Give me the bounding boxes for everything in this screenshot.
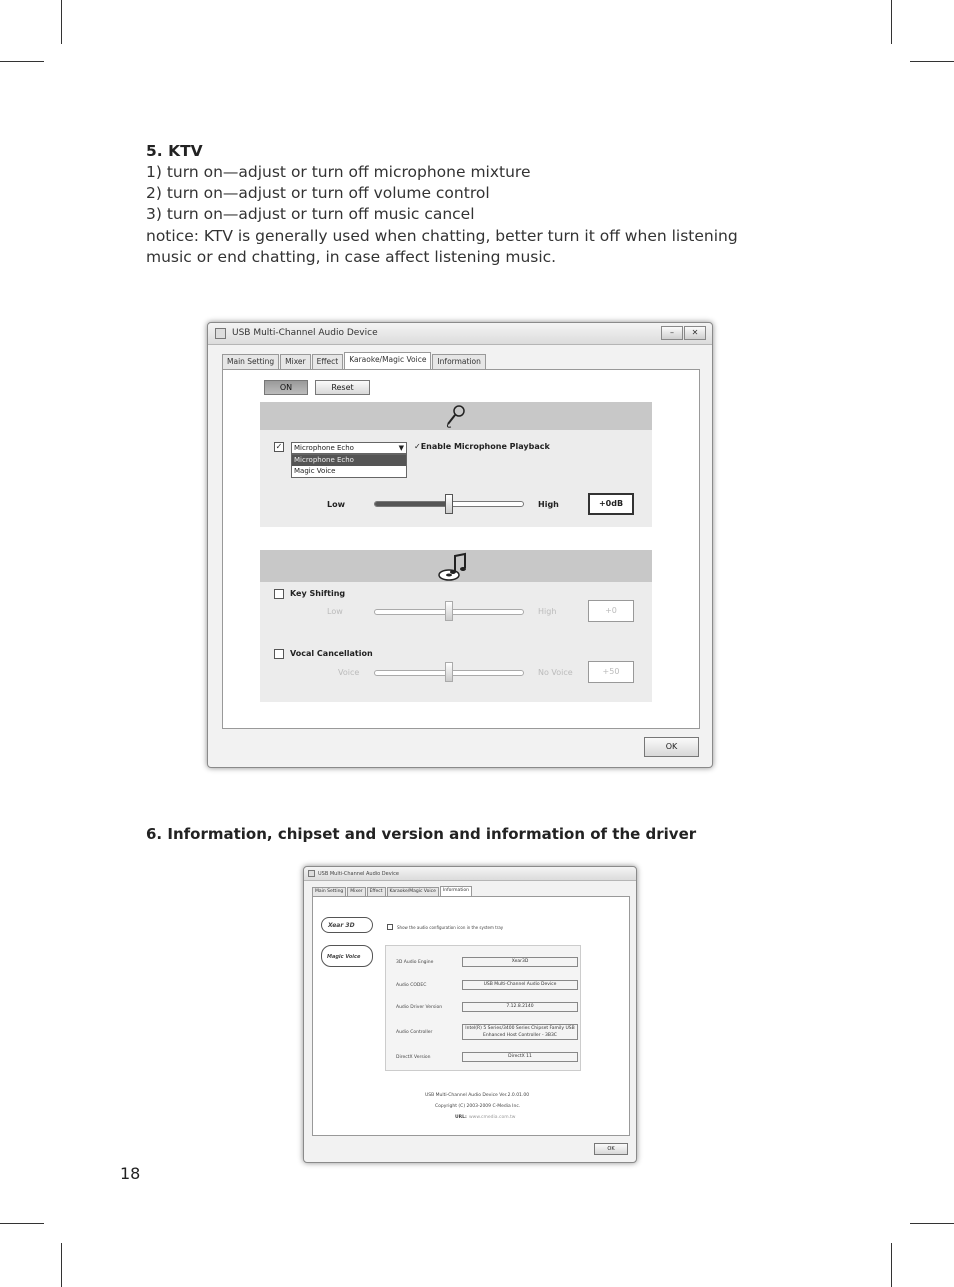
title-bar <box>208 323 712 345</box>
dropdown-option[interactable]: Magic Voice <box>294 467 336 475</box>
window-controls <box>660 326 706 340</box>
tab-main-setting[interactable]: Main Setting <box>312 887 346 896</box>
footer-url-link[interactable]: www.cmedia.com.tw <box>469 1115 516 1120</box>
tab-information[interactable]: Information <box>440 886 472 896</box>
microphone-section-header <box>260 402 652 430</box>
dropdown-option[interactable]: Microphone Echo <box>292 455 406 466</box>
microphone-mode-dropdown[interactable] <box>291 442 407 454</box>
info-label: DirectX Version <box>396 1055 431 1060</box>
crop-mark <box>61 0 62 44</box>
tray-icon-checkbox[interactable] <box>387 924 393 930</box>
vocal-high-label: No Voice <box>538 668 573 677</box>
xear3d-logo-text: Xear 3D <box>328 922 355 929</box>
key-high-label: High <box>538 607 557 616</box>
mic-high-label: High <box>538 500 559 509</box>
info-value: Intel(R) 5 Series/3400 Series Chipset Family USB Enhanced Host Controller - 3B3C <box>462 1024 578 1040</box>
mic-level-value: +0dB <box>588 493 634 515</box>
tab-strip <box>312 887 473 896</box>
magic-voice-logo <box>321 945 373 967</box>
info-dialog <box>303 866 637 1163</box>
on-button[interactable]: ON <box>264 380 308 395</box>
info-value: USB Multi-Channel Audio Device <box>462 980 578 990</box>
microphone-mode-selected: Microphone Echo <box>294 444 354 452</box>
key-shift-value: +0 <box>588 600 634 622</box>
ktv-dialog <box>207 322 713 768</box>
info-label: Audio Driver Version <box>396 1005 443 1010</box>
crop-mark <box>61 1243 62 1287</box>
info-group <box>385 945 581 1071</box>
footer-url-label: URL: <box>455 1115 467 1120</box>
music-section-header <box>260 550 652 582</box>
vocal-cancel-checkbox[interactable] <box>274 649 284 659</box>
tab-information[interactable]: Information <box>432 354 485 369</box>
tab-karaoke-magic-voice[interactable]: Karaoke/Magic Voice <box>344 352 431 369</box>
tab-karaoke-magic-voice[interactable]: Karaoke/Magic Voice <box>387 887 439 896</box>
info-value: Xear3D <box>462 957 578 967</box>
crop-mark <box>910 1223 954 1224</box>
crop-mark <box>891 1243 892 1287</box>
microphone-mode-list <box>291 454 407 478</box>
mic-slider-fill <box>375 502 449 506</box>
key-shifting-checkbox[interactable] <box>274 589 284 599</box>
music-section <box>260 550 652 702</box>
tab-panel <box>222 369 700 729</box>
section-5-heading: 5. KTV <box>146 142 203 160</box>
tab-panel <box>312 896 630 1136</box>
minimize-icon[interactable]: – <box>661 326 683 340</box>
section-5-line: 1) turn on—adjust or turn off microphone mixture <box>146 163 531 181</box>
window-title: USB Multi-Channel Audio Device <box>232 328 378 338</box>
page-number: 18 <box>120 1164 141 1183</box>
key-low-label: Low <box>327 607 343 616</box>
enable-playback-label[interactable]: ✓Enable Microphone Playback <box>414 442 550 451</box>
footer-version: USB Multi-Channel Audio Device Ver.2.0.01.00 <box>425 1093 530 1098</box>
tab-effect[interactable]: Effect <box>312 354 344 369</box>
section-5-line: 3) turn on—adjust or turn off music cancel <box>146 205 475 223</box>
ok-button[interactable]: OK <box>644 737 699 757</box>
footer-copyright: Copyright (C) 2003-2009 C-Media Inc. <box>435 1104 521 1109</box>
magic-voice-logo-text: Magic Voice <box>327 954 361 960</box>
vocal-cancel-value: +50 <box>588 661 634 683</box>
microphone-checkbox[interactable]: ✓ <box>275 442 283 451</box>
tab-effect[interactable]: Effect <box>367 887 386 896</box>
tab-strip <box>222 354 487 369</box>
chevron-down-icon: ▼ <box>398 444 404 452</box>
section-5-line: 2) turn on—adjust or turn off volume control <box>146 184 490 202</box>
title-bar <box>304 867 636 881</box>
vocal-low-label: Voice <box>338 668 360 677</box>
tab-mixer[interactable]: Mixer <box>280 354 310 369</box>
key-slider-thumb[interactable] <box>445 601 453 621</box>
tray-icon-label[interactable]: Show the audio configuration icon in the system tray <box>397 925 504 930</box>
app-icon <box>308 870 315 877</box>
info-label: Audio Controller <box>396 1030 433 1035</box>
vocal-slider-thumb[interactable] <box>445 662 453 682</box>
music-note-icon <box>437 552 469 582</box>
ok-button[interactable]: OK <box>594 1143 628 1155</box>
crop-mark <box>0 61 44 62</box>
crop-mark <box>0 1223 44 1224</box>
section-6-heading: 6. Information, chipset and version and information of the driver <box>146 825 697 843</box>
info-value: 7.12.8.2140 <box>462 1002 578 1012</box>
microphone-section <box>260 402 652 527</box>
info-label: 3D Audio Engine <box>396 960 434 965</box>
mic-low-label: Low <box>327 500 345 509</box>
info-label: Audio CODEC <box>396 983 427 988</box>
window-title: USB Multi-Channel Audio Device <box>318 871 399 877</box>
xear3d-logo <box>321 917 373 933</box>
section-5-line: music or end chatting, in case affect listening music. <box>146 248 557 266</box>
crop-mark <box>910 61 954 62</box>
mic-slider-thumb[interactable] <box>445 494 453 514</box>
crop-mark <box>891 0 892 44</box>
tab-main-setting[interactable]: Main Setting <box>222 354 279 369</box>
vocal-cancel-label[interactable]: Vocal Cancellation <box>290 649 373 658</box>
section-5-line: notice: KTV is generally used when chatting, better turn it off when listening <box>146 227 738 245</box>
tab-mixer[interactable]: Mixer <box>347 887 365 896</box>
app-icon <box>215 328 226 339</box>
info-value: DirectX 11 <box>462 1052 578 1062</box>
microphone-icon <box>443 404 469 429</box>
key-shifting-label[interactable]: Key Shifting <box>290 589 346 598</box>
reset-button[interactable]: Reset <box>315 380 370 395</box>
close-icon[interactable]: ✕ <box>684 326 706 340</box>
